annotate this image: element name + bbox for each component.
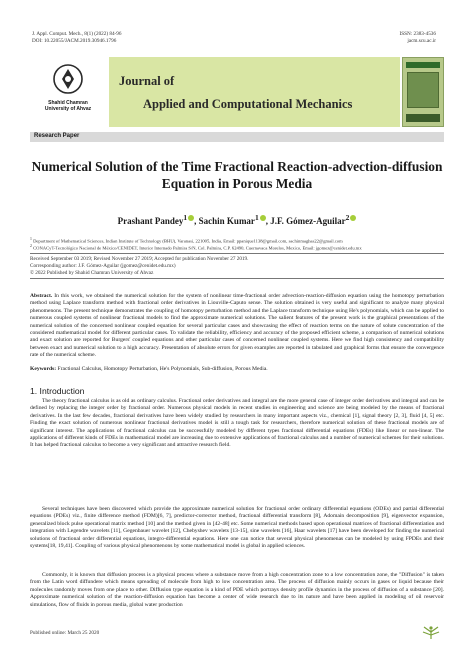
journal-title-block <box>109 57 400 127</box>
author-name: Prashant Pandey <box>117 216 184 226</box>
keywords-label: Keywords: <box>30 366 57 372</box>
section-heading: 1. Introduction <box>30 386 85 396</box>
article-history <box>30 253 444 279</box>
affiliation-1: $^1$ Department of Mathematical Sciences, Indian Institute of Technology (BHU), Varanasi, 221005, India, Email: ppanique1138@gmail.com, sachinmaghas22@gmail.com <box>30 237 343 244</box>
affiliation-text: CONACyT-Tecnológico Nacional de México/CENIDET, Interior Internado Palmira S/N, Col. Palmira, C.P. 62490, Cuernavaca Morelos, Mexico, Email: jgomez@cenidet.edu.mx <box>33 245 362 251</box>
issn: ISSN: 2383-4536 <box>399 31 436 37</box>
keywords-text: Fractional Calculus, Homotopy Perturbation, He's Polynomials, Sub-diffusion, Porous Media. <box>57 366 268 372</box>
cover-footer <box>406 114 440 122</box>
received-dates: Received September 03 2019; Revised November 27 2019; Accepted for publication November 27 2019. <box>30 256 249 262</box>
paper-title: Numerical Solution of the Time Fractional Reaction-advection-diffusion Equation in Porous Media <box>31 159 443 191</box>
orcid-icon[interactable] <box>350 215 356 221</box>
author-affiliation-mark: 2 <box>345 213 350 222</box>
author-affiliation-mark: 1 <box>254 213 259 222</box>
paragraph: Several techniques have been discovered which provide the approximate numerical solution for fractional order ordinary differential equations (ODEs) and partial differential equations (PDEs) viz., finite difference method (FDM)[6, 7], predictor-corrector method, fractional differential transform [8], Adomain decomposition [9], eigenvector expansion, generalized block pulse operational matrix method [10] and the method given in [42-48] etc. Some numerical methods based upon operational matrices of fractional differentiation and integration with Legendre wavelets [11], Gegenbauer wavelet [12], Chebyshev wavelets [13-15], sine wavelets [16], Haar wavelets [17] have been developed for finding the numerical solutions of fractional order differential equations, integro-differential equations. Here one can notice that several physical phenomenas can be modeled by using FPDEs and their systems[18, 19,41]. Coupling of various physical phenomenons by some mathematical model is global in applied sciences. <box>30 506 444 550</box>
author-name: Sachin Kumar <box>198 216 255 226</box>
cover-header <box>406 62 440 68</box>
orcid-icon[interactable] <box>188 215 194 221</box>
journal-title-line1: Journal of <box>119 74 175 88</box>
publisher-logo-icon <box>420 624 442 640</box>
university-emblem-icon <box>52 63 84 95</box>
copyright: © 2022 Published by Shahid Chamran University of Ahvaz <box>30 269 154 276</box>
affiliation-text: Department of Mathematical Sciences, Indian Institute of Technology (BHU), Varanasi, 221005, India, Email: ppanique1138@gmail.com, sachinmaghas22@gmail.com <box>33 238 343 244</box>
journal-title-line2: Applied and Computational Mechanics <box>143 97 353 111</box>
doi: DOI: 10.22055/JACM.2019.30946.1796 <box>32 38 117 44</box>
author-name: J.F. Gómez-Aguilar <box>270 216 346 226</box>
abstract-text: In this work, we obtained the numerical solution for the system of nonlinear time-fractional order advection-reaction-diffusion equation using the homotopy perturbation method using Laplace transform method with fractional order derivatives in Liouville-Caputo sense. The solution obtained is very useful and significant to analyze many physical phenomenons. The present technique demonstrates the coupling of homotopy perturbation method and the Laplace transform technique using He's polynomials, which can be applied to numerous coupled systems of nonlinear fractional models to find the approximate numerical solutions. The salient features of the present work is the graphical presentations of the numerical solution of the concerned nonlinear coupled equation for several particular cases and showcasing the effect of reaction terms on the nature of solute concentration of the considered mathematical model for different particular cases. To validate the reliability, efficiency and accuracy of the proposed efficient scheme, a comparison of numerical solutions and exact solution are reported for Burgers' coupled equations and other particular cases of concerned nonlinear coupled systems. Here we find high consistency and compatibility between exact and numerical solution to a high accuracy. Presentation of absolute errors for given examples are reported in tabulated and graphical forms that ensure the convergence rate of the numerical scheme. <box>30 293 444 359</box>
journal-banner <box>30 57 444 127</box>
paragraph: Commonly, it is known that diffusion process is a physical process where a substance move from a high concentration zone to a low concentration zone, the "Diffusion" is taken from the Latin word diffundere which means spreading of molecule from high to low concentration area. The process of diffusion mainly occurs in gases or liquid because their molecules randomly moves from one place to other. Diffusion type equation is a kind of PDE which portrays density profile dynamics in the process of diffusion of a substance [20]. Approximate numerical solution of the reaction-diffusion equation has become a center of wide research due to its nature and have been applied in modeling of oil reservoir simulations, flow of fluids in porous media, global water production <box>30 572 444 608</box>
affiliation-2: $^2$ CONACyT-Tecnológico Nacional de México/CENIDET, Interior Internado Palmira S/N, Col. Palmira, C.P. 62490, Cuernavaca Morelos, Mexico, Email: jgomez@cenidet.edu.mx <box>30 244 362 251</box>
article-type-bar <box>30 132 444 142</box>
corresponding-author: Corresponding author: J.F. Gómez-Aguilar (jgomez@cenidet.edu.mx) <box>30 262 176 269</box>
cover-image <box>407 72 439 108</box>
journal-url[interactable]: jacm.scu.ac.ir <box>407 38 436 44</box>
author-list: Prashant Pandey$^1$ , Sachin Kumar$^1$ , J.F. Gómez-Aguilar$^2$ <box>30 213 444 226</box>
keywords <box>30 366 444 373</box>
paragraph: The theory fractional calculus is as old as ordinary calculus. Fractional order derivatives and integral are the more general case of integer order derivatives and integral and can be defined by replacing the integer order by fractional order. Numerous physical models in recent studies in engineering and science are being modeled by the means of fractional derivatives. In the last few decades, fractional derivatives have been widely studied by researchers in many important aspects viz., chemical [1], signal theory [2, 3], fluid [4, 5] etc. Finding the exact solution of numerous nonlinear fractional derivatives model is still a tough task for researchers, therefore numerical solution of these fractional models are of significant interest. The applications of fractional calculus can be successfully modeled by different types fractional differential equations (FDEs) like linear or non-linear. The applications of different kinds of FDEs in mathematical model are increasing due to extensive applications of fractional calculus and a number of numerical schemes for their solutions. It has helped fractional calculus to become a very significant and attractive research field. <box>30 398 444 449</box>
journal-citation: J. Appl. Comput. Mech., 8(1) (2022) 84-96 <box>32 31 122 37</box>
author-affiliation-mark: 1 <box>183 213 188 222</box>
orcid-icon[interactable] <box>260 215 266 221</box>
article-type: Research Paper <box>34 133 80 139</box>
university-name-line1: Shahid Chamran <box>48 100 88 106</box>
university-logo-block <box>30 57 106 127</box>
abstract-label: Abstract. <box>30 293 53 299</box>
journal-cover-thumbnail <box>402 57 444 127</box>
university-name-line2: University of Ahvaz <box>44 106 92 112</box>
published-date: Published online: March 25 2020 <box>30 630 100 636</box>
abstract <box>30 293 444 360</box>
